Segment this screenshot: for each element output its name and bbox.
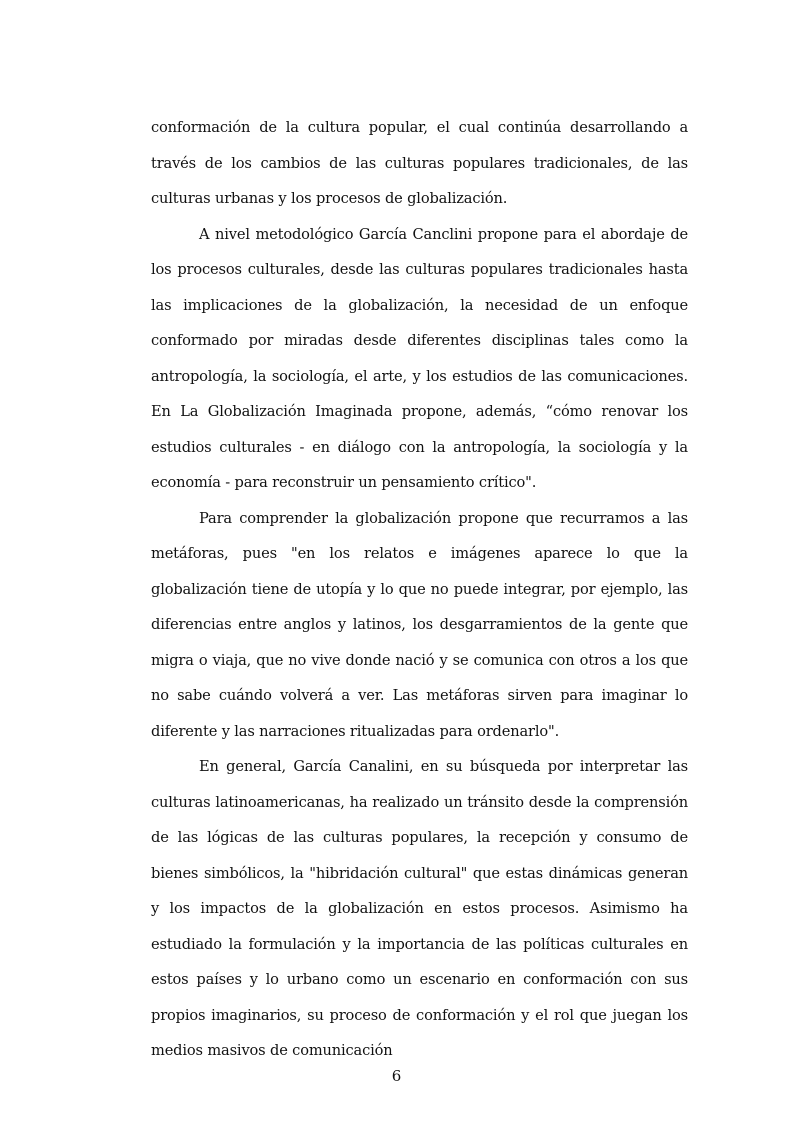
paragraph-continuation: conformación de la cultura popular, el cual continúa desarrollando a través de los cambios de las culturas populares tradicionales, de las culturas urbanas y los procesos de globalización. xyxy=(151,119,688,207)
paragraph-general: En general, García Canalini, en su búsqueda por interpretar las culturas latinoamericanas, ha realizado un tránsito desde la comprensión de las lógicas de las culturas populares, la recepción y consumo de bienes simbólicos, la "hibridación cultural" que estas dinámicas generan y los impactos de la globalización en estos procesos. Asimismo ha estudiado la formulación y la importancia de las políticas culturales en estos países y lo urbano como un escenario en conformación con sus propios imaginarios, su proceso de conformación y el rol que juegan los medios masivos de comunicación xyxy=(151,758,688,1059)
paragraph-metaphors: Para comprender la globalización propone que recurramos a las metáforas, pues "en los relatos e imágenes aparece lo que la globalización tiene de utopía y lo que no puede integrar, por ejemplo, las diferencias entre anglos y latinos, los desgarramientos de la gente que migra o viaja, que no vive donde nació y se comunica con otros a los que no sabe cuándo volverá a ver. Las metáforas sirven para imaginar lo diferente y las narraciones ritualizadas para ordenarlo". xyxy=(151,509,688,740)
paragraph-methodology: A nivel metodológico García Canclini propone para el abordaje de los procesos culturales, desde las culturas populares tradicionales hasta las implicaciones de la globalización, la necesidad de un enfoque conformado por miradas desde diferentes disciplinas tales como la antropología, la sociología, el arte, y los estudios de las comunicaciones. En La Globalización Imaginada propone, además, “cómo renovar los estudios culturales - en diálogo con la antropología, la sociología y la economía - para reconstruir un pensamiento crítico". xyxy=(151,225,688,491)
body-text xyxy=(151,110,688,1069)
page-number: 6 xyxy=(391,1067,402,1085)
